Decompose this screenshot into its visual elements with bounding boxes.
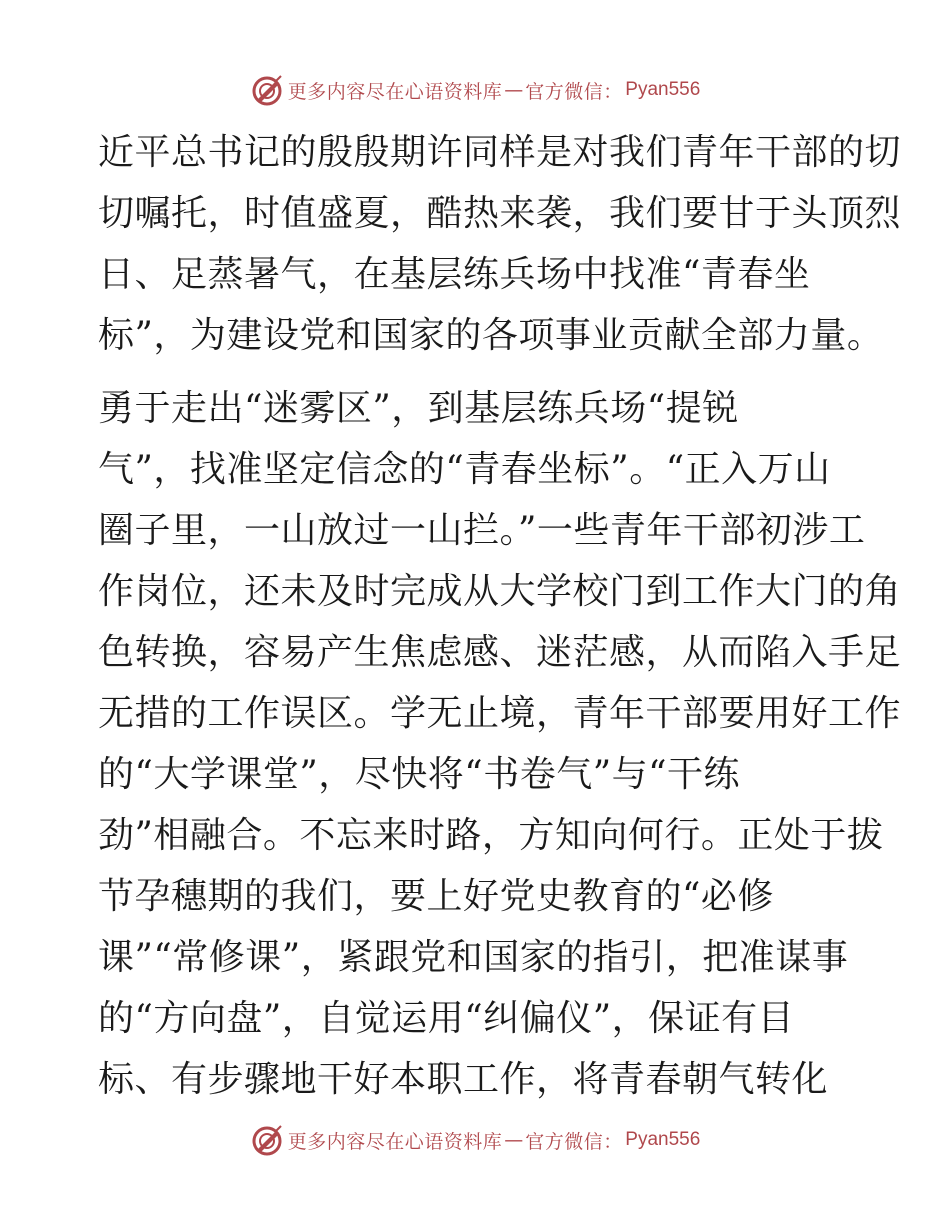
pen-circle-icon bbox=[250, 1123, 284, 1157]
watermark-colon: ： bbox=[603, 80, 623, 103]
watermark-wechat-id: Pyan556 bbox=[625, 1129, 701, 1150]
text-line: 日、足蒸暑气，在基层练兵场中找准“青春坐 bbox=[98, 254, 811, 295]
text-line: 无措的工作误区。学无止境，青年干部要用好工作 bbox=[98, 693, 902, 734]
text-line: 标、有步骤地干好本职工作，将青春朝气转化 bbox=[98, 1059, 829, 1100]
text-line: 圈子里，一山放过一山拦。”一些青年干部初涉工 bbox=[98, 510, 866, 551]
watermark-main-text: 更多内容尽在心语资料库 bbox=[287, 80, 503, 103]
watermark-separator: — bbox=[504, 79, 524, 101]
document-body bbox=[98, 122, 902, 1110]
watermark-main-text: 更多内容尽在心语资料库 bbox=[287, 1130, 503, 1153]
paragraph bbox=[98, 378, 902, 1110]
header-watermark bbox=[0, 70, 950, 110]
footer-watermark bbox=[0, 1120, 950, 1160]
watermark-wechat-id: Pyan556 bbox=[625, 79, 701, 100]
text-line: 色转换，容易产生焦虑感、迷茫感，从而陷入手足 bbox=[98, 632, 902, 673]
watermark-separator: — bbox=[504, 1129, 524, 1151]
watermark-colon: ： bbox=[603, 1130, 623, 1153]
text-line: 切嘱托，时值盛夏，酷热来袭，我们要甘于头顶烈 bbox=[98, 193, 902, 234]
text-line: 的“大学课堂”，尽快将“书卷气”与“干练 bbox=[98, 754, 741, 795]
text-line: 气”，找准坚定信念的“青春坐标”。“正入万山 bbox=[98, 449, 831, 490]
text-line: 课”“常修课”，紧跟党和国家的指引，把准谋事 bbox=[98, 937, 849, 978]
pen-circle-icon bbox=[250, 73, 284, 107]
text-line: 劲”相融合。不忘来时路，方知向何行。正处于拔 bbox=[98, 815, 884, 856]
text-line: 勇于走出“迷雾区”，到基层练兵场“提锐 bbox=[98, 388, 739, 429]
text-line: 标”，为建设党和国家的各项事业贡献全部力量。 bbox=[98, 315, 884, 356]
text-line: 的“方向盘”，自觉运用“纠偏仪”，保证有目 bbox=[98, 998, 795, 1039]
text-line: 近平总书记的殷殷期许同样是对我们青年干部的切 bbox=[98, 132, 902, 173]
text-line: 节孕穗期的我们，要上好党史教育的“必修 bbox=[98, 876, 774, 917]
paragraph bbox=[98, 122, 902, 366]
text-line: 作岗位，还未及时完成从大学校门到工作大门的角 bbox=[98, 571, 902, 612]
watermark-wechat-label: 官方微信 bbox=[525, 1130, 604, 1153]
watermark-wechat-label: 官方微信 bbox=[525, 80, 604, 103]
